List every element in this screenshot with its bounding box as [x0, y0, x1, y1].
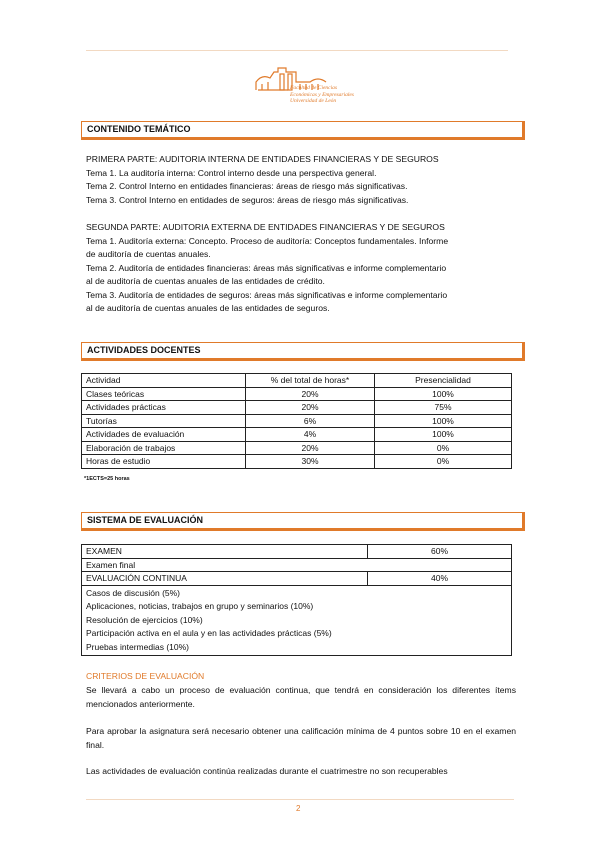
cell-horas: 6%	[246, 414, 375, 428]
continua-items-row	[82, 585, 512, 656]
header-actividad: Actividad	[82, 374, 246, 388]
header-rule	[86, 50, 508, 51]
cell-horas: 30%	[246, 455, 375, 469]
parte1-tema3: Tema 3. Control Interno en entidades de seguros: áreas de riesgo más significativas.	[86, 194, 409, 205]
actividades-table	[81, 373, 512, 469]
parte1-tema1: Tema 1. La auditoría interna: Control interno desde una perspectiva general.	[86, 167, 377, 178]
contenido-parte2	[86, 221, 516, 316]
examen-final-row	[82, 558, 512, 572]
examen-label: EXAMEN	[82, 545, 368, 559]
cell-actividad: Horas de estudio	[82, 455, 246, 469]
parte2-title: SEGUNDA PARTE: AUDITORIA EXTERNA DE ENTIDADES FINANCIERAS Y DE SEGUROS	[86, 222, 445, 232]
logo-caption	[290, 85, 354, 105]
cell-presencialidad: 75%	[375, 401, 512, 415]
parte2-line1: Tema 1. Auditoría externa: Concepto. Proceso de auditoría: Conceptos fundamentales. Informe	[86, 235, 449, 246]
examen-row	[82, 545, 512, 559]
table-row	[82, 428, 512, 442]
parte1-tema2: Tema 2. Control Interno en entidades financieras: áreas de riesgo más significativas.	[86, 181, 408, 191]
table-row	[82, 401, 512, 415]
parte1-title: PRIMERA PARTE: AUDITORIA INTERNA DE ENTIDADES FINANCIERAS Y DE SEGUROS	[86, 154, 439, 164]
parte2-line4: al de auditoría de cuentas anuales de las entidades de crédito.	[86, 276, 325, 286]
header-presencialidad: Presencialidad	[375, 374, 512, 388]
continua-item: Aplicaciones, noticias, trabajos en grupo y seminarios (10%)	[86, 601, 314, 611]
table-row	[82, 441, 512, 455]
contenido-parte1	[86, 153, 516, 207]
cell-presencialidad: 100%	[375, 387, 512, 401]
parte2-line6: al de auditoría de cuentas anuales de las entidades de seguros.	[86, 303, 330, 313]
continua-pct: 40%	[368, 572, 512, 586]
actividades-heading: ACTIVIDADES DOCENTES	[81, 342, 525, 361]
continua-item: Resolución de ejercicios (10%)	[86, 614, 203, 625]
continua-row	[82, 572, 512, 586]
logo-line-2: Económicas y Empresariales	[290, 91, 354, 98]
cell-horas: 20%	[246, 441, 375, 455]
cell-horas: 20%	[246, 387, 375, 401]
evaluacion-heading: SISTEMA DE EVALUACIÓN	[81, 512, 525, 531]
logo-line-1: Facultad de Ciencias	[290, 85, 338, 91]
continua-item: Pruebas intermedias (10%)	[86, 641, 189, 652]
cell-horas: 4%	[246, 428, 375, 442]
examen-final: Examen final	[82, 558, 512, 572]
contenido-heading: CONTENIDO TEMÁTICO	[81, 121, 525, 140]
criterios-p1: Se llevará a cabo un proceso de evaluación continua, que tendrá en consideración los diferentes ítems mencionados anteriormente.	[86, 685, 516, 709]
page-number: 2	[296, 804, 301, 813]
continua-items	[82, 585, 512, 656]
cell-actividad: Tutorías	[82, 414, 246, 428]
continua-label: EVALUACIÓN CONTINUA	[82, 572, 368, 586]
table-row	[82, 387, 512, 401]
evaluacion-table	[81, 544, 512, 656]
parte2-line5: Tema 3. Auditoría de entidades de seguros: áreas más significativas e informe complementario	[86, 289, 448, 300]
parte2-line2: de auditoría de cuentas anuales.	[86, 249, 211, 259]
cell-actividad: Actividades de evaluación	[82, 428, 246, 442]
cell-presencialidad: 100%	[375, 414, 512, 428]
cell-horas: 20%	[246, 401, 375, 415]
header-horas: % del total de horas*	[246, 374, 375, 388]
cell-presencialidad: 0%	[375, 441, 512, 455]
continua-item: Participación activa en el aula y en las actividades prácticas (5%)	[86, 628, 332, 638]
cell-presencialidad: 100%	[375, 428, 512, 442]
continua-item: Casos de discusión (5%)	[86, 587, 181, 598]
parte2-line3: Tema 2. Auditoría de entidades financieras: áreas más significativas e informe complementario	[86, 262, 447, 273]
criterios-p3: Las actividades de evaluación continúa realizadas durante el cuatrimestre no son recuperables	[86, 766, 448, 776]
cell-presencialidad: 0%	[375, 455, 512, 469]
cell-actividad: Actividades prácticas	[82, 401, 246, 415]
ects-note: *1ECTS=25 horas	[84, 476, 130, 482]
criterios-heading: CRITERIOS DE EVALUACIÓN	[86, 671, 205, 681]
footer-rule	[86, 799, 514, 800]
examen-pct: 60%	[368, 545, 512, 559]
table-header-row	[82, 374, 512, 388]
table-row	[82, 455, 512, 469]
cell-actividad: Clases teóricas	[82, 387, 246, 401]
table-row	[82, 414, 512, 428]
criterios-p2: Para aprobar la asignatura será necesario obtener una calificación mínima de 4 puntos sobre 10 en el examen final.	[86, 726, 516, 750]
cell-actividad: Elaboración de trabajos	[82, 441, 246, 455]
logo-line-3: Universidad de León	[290, 98, 337, 104]
